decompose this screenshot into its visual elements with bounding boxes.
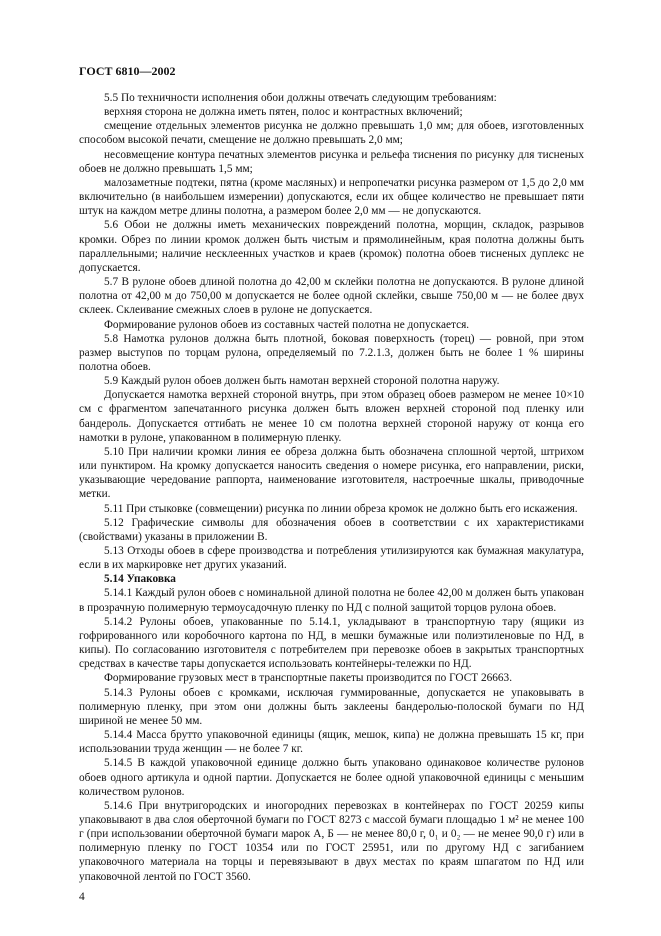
section-heading: 5.14 Упаковка [104,573,176,586]
paragraph: 5.6 Обои не должны иметь механических повреждений полотна, морщин, складок, разрывов кромки. Обрез по линии кромок должен быть чистым и прямолинейным, края полотна должны быть параллельными; наличие несклеенных участков и краев (кромок) полотна обоев тисненых дуплекс не допускается. [79,219,584,274]
paragraph: малозаметные подтеки, пятна (кроме масляных) и непропечатки рисунка размером от 1,5 до 2,0 мм включительно (в наибольшем измерении) допускаются, если их общее количество не превышает пяти штук на каждом метре длины полотна, а размером более 2,0 мм — не допускаются. [79,176,584,218]
paragraph: 5.7 В рулоне обоев длиной полотна до 42,00 м склейки полотна не допускаются. В рулоне длиной полотна от 42,00 м до 750,00 м допускается не более одной склейки, свыше 750,00 м — не более двух склеек. Склеивание смежных слоев в рулоне не допускается. [79,276,584,317]
page-number: 4 [79,890,85,903]
paragraph: 5.9 Каждый рулон обоев должен быть намотан верхней стороной полотна наружу. [104,375,500,388]
paragraph: Формирование рулонов обоев из составных частей полотна не допускается. [104,318,470,331]
paragraph: 5.8 Намотка рулонов должна быть плотной, боковая поверхность (торец) — ровной, при этом размер выступов по торцам рулона, определяемый по 7.2.1.3, должен быть не более 1 % ширины полотна обоев. [79,332,584,373]
paragraph: 5.5 По техничности исполнения обои должны отвечать следующим требованиям: [104,92,497,104]
paragraph: 5.10 При наличии кромки линия ее обреза должна быть обозначена сплошной чертой, штрихом или пунктиром. На кромку допускается наносить сведения о номере рисунка, его направлении, риски, указывающие чередование раппорта, наименование изготовителя, настроечные шкалы, приводочные метки. [79,445,584,501]
paragraph: 5.14.4 Масса брутто упаковочной единицы (ящик, мешок, кипа) не должна превышать 15 кг, при использовании труда женщин — не более 7 кг. [79,729,584,756]
paragraph: 5.14.5 В каждой упаковочной единице должно быть упаковано одинаковое количестве рулонов обоев одного артикула и одной партии. Допускается не более одной упаковочной единицы с меньшим количеством рулонов. [79,757,584,798]
paragraph: Допускается намотка верхней стороной внутрь, при этом образец обоев размером не менее 10×10 см с фрагментом запечатанного рисунка должен быть вложен верхней стороной под пленку или бандероль. Допускается оттибать не менее 10 см полотна верхней стороной наружу от конца его намотки в рулоне, упакованном в полимерную пленку. [79,389,584,444]
paragraph: 5.14.1 Каждый рулон обоев с номинальной длиной полотна не более 42,00 м должен быть упакован в прозрачную полимерную термоусадочную пленку по НД с полной защитой торцов рулона обоев. [79,587,584,614]
paragraph: 5.14.3 Рулоны обоев с кромками, исключая гуммированные, допускается не упаковывать в полимерную пленку, при этом они должны быть заклеены бандеролью-полоской бумаги по НД шириной не менее 50 мм. [79,686,584,727]
document-body [79,91,584,884]
paragraph: несовмещение контура печатных элементов рисунка и рельефа тиснения по рисунку для тисненых обоев не должно превышать 1,5 мм; [79,148,584,175]
paragraph: 5.12 Графические символы для обозначения обоев в соответствии с их характеристиками (свойствами) указаны в приложении В. [79,516,584,543]
paragraph: смещение отдельных элементов рисунка не должно превышать 1,0 мм; для обоев, изготовленных способом высокой печати, смещение не должно превышать 2,0 мм; [79,120,584,147]
paragraph: 5.11 При стыковке (совмещении) рисунка по линии обреза кромок не должно быть его искажения. [104,502,578,515]
document-header: ГОСТ 6810—2002 [79,64,176,78]
paragraph: 5.13 Отходы обоев в сфере производства и потребления утилизируются как бумажная макулатура, если в их маркировке нет других указаний. [79,545,584,572]
paragraph: верхняя сторона не должна иметь пятен, полос и контрастных включений; [104,106,463,119]
paragraph: 5.14.2 Рулоны обоев, упакованные по 5.14.1, укладывают в транспортную тару (ящики из гофрированного или коробочного картона по НД, в мешки бумажные или полиэтиленовые по НД, в кипы). По согласованию изготовителя с потребителем при перевозке обоев в закрытых транспортных средствах в качестве тары допускается использовать контейнеры-тележки по НД. [79,615,584,671]
paragraph: 5.14.6 При внутригородских и иногородних перевозках в контейнерах по ГОСТ 20259 кипы упаковывают в два слоя оберточной бумаги по ГОСТ 8273 с массой бумаги площадью 1 м² не менее 100 г (при использовании оберточной бумаги марок А, Б — не менее 80,0 г, 0₁ и 0₂ — не менее 90,0 г) или в полимерную пленку по ГОСТ 10354 или по ГОСТ 25951, или по другому НД с загибанием упаковочного материала на торцы и перевязывают в двух местах по краям шпагатом по НД или упаковочной лентой по ГОСТ 3560. [79,799,584,883]
paragraph: Формирование грузовых мест в транспортные пакеты производится по ГОСТ 26663. [104,672,513,685]
